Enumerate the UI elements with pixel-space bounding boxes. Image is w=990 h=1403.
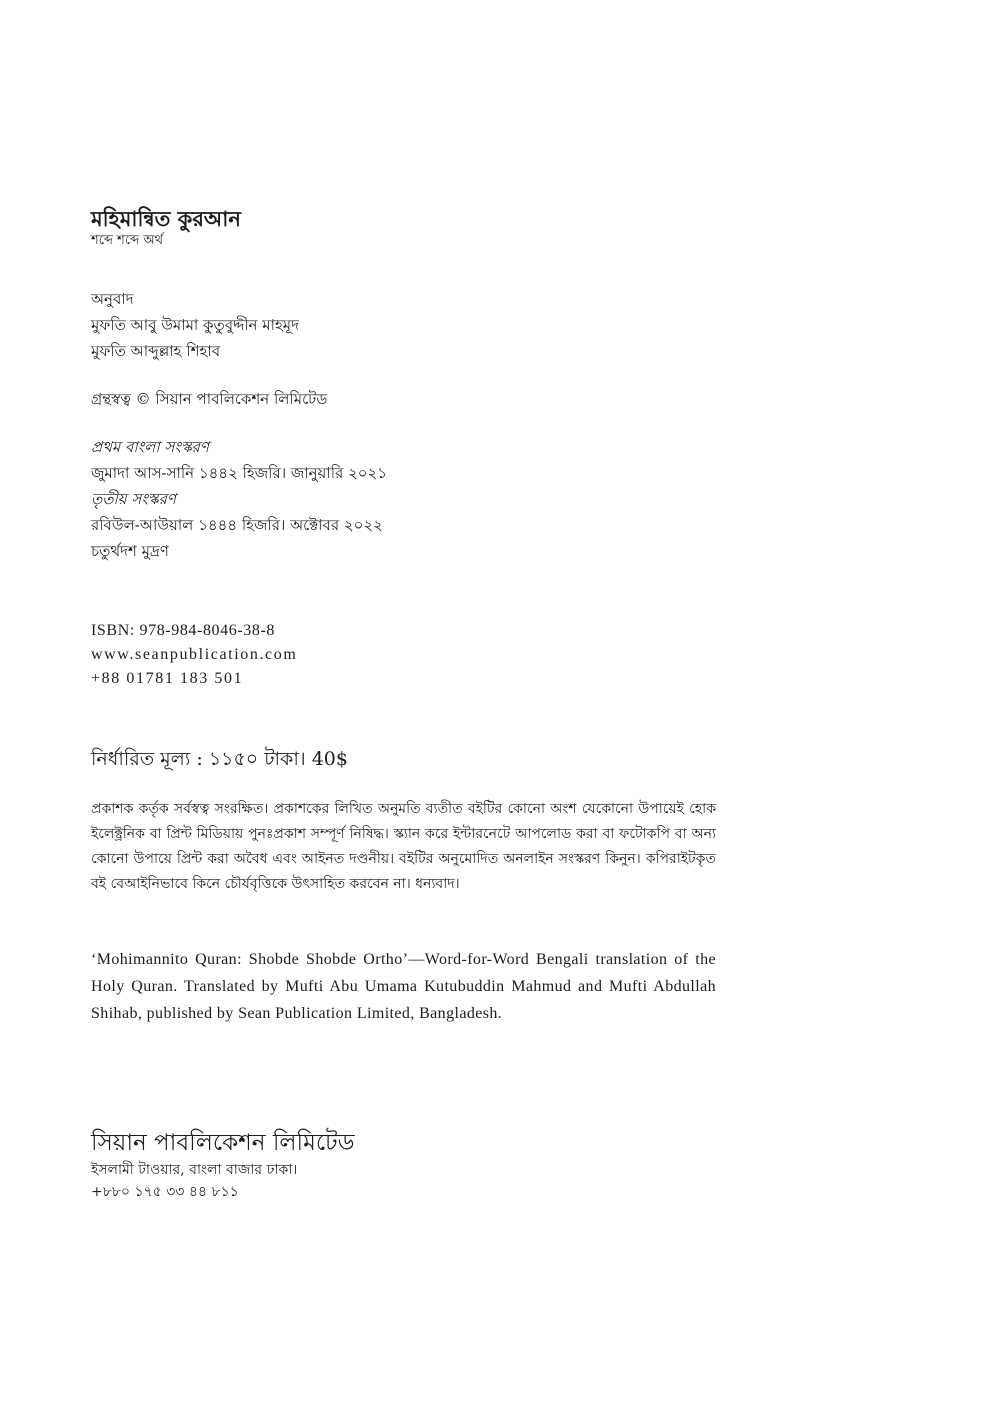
first-edition-date: জুমাদা আস-সানি ১৪৪২ হিজরি। জানুয়ারি ২০২১ <box>91 464 388 482</box>
rights-notice-bangla: প্রকাশক কর্তৃক সর্বস্বত্ব সংরক্ষিত। প্রকাশকের লিখিত অনুমতি ব্যতীত বইটির কোনো অংশ যেকোনো উপায়েই হোক ইলেক্ট্রনিক বা প্রিন্ট মিডিয়ায় পুনঃপ্রকাশ সম্পূর্ণ নিষিদ্ধ। স্ক্যান করে ইন্টারনেটে আপলোড করা বা ফটোকপি বা অন্য কোনো উপায়ে প্রিন্ট করা অবৈধ এবং আইনত দণ্ডনীয়। বইটির অনুমোদিত অনলাইন সংস্করণ কিনুন। কপিরাইটকৃত বই বেআইনিভাবে কিনে চৌর্যবৃত্তিকে উৎসাহিত করবেন না। ধন্যবাদ। <box>91 801 716 892</box>
contact-block <box>91 619 731 691</box>
book-title-block <box>91 206 731 250</box>
book-title: মহিমান্বিত কুরআন <box>91 206 241 231</box>
translation-label: অনুবাদ <box>91 290 134 308</box>
third-edition-date: রবিউল-আউয়াল ১৪৪৪ হিজরি। অক্টোবর ২০২২ <box>91 516 383 534</box>
first-edition-label: প্রথম বাংলা সংস্করণ <box>91 438 209 456</box>
copyright-block <box>91 386 731 412</box>
publisher-phone: +৮৮০ ১৭৫ ৩৩ ৪৪ ৮১১ <box>91 1184 239 1200</box>
printing-note: চতুর্থদশ মুদ্রণ <box>91 542 169 560</box>
copyright-text: গ্রন্থস্বত্ব © সিয়ান পাবলিকেশন লিমিটেড <box>91 390 328 408</box>
english-description: ‘Mohimannito Quran: Shobde Shobde Ortho’—Word-for-Word Bengali translation of the Holy Quran. Translated by Mufti Abu Umama Kutubuddin Mahmud and Mufti Abdullah Shihab, published by Sean Publication Limited, Bangladesh. <box>91 951 716 1022</box>
price: নির্ধারিত মূল্য : ১১৫০ টাকা। 40$ <box>91 748 348 770</box>
isbn: ISBN: 978-984-8046-38-8 <box>91 622 276 639</box>
publisher-name: সিয়ান পাবলিকেশন লিমিটেড <box>91 1130 355 1156</box>
publisher-phone-intl: +88 01781 183 501 <box>91 670 244 687</box>
publisher-block <box>91 1127 731 1203</box>
publisher-address: ইসলামী টাওয়ার, বাংলা বাজার ঢাকা। <box>91 1162 298 1178</box>
rights-notice-block <box>91 797 731 897</box>
book-subtitle: শব্দে শব্দে অর্থ <box>91 233 164 248</box>
translation-block <box>91 286 731 364</box>
website: www.seanpublication.com <box>91 646 298 663</box>
third-edition-label: তৃতীয় সংস্করণ <box>91 490 176 508</box>
editions-block <box>91 434 731 564</box>
translator-name: মুফতি আব্দুল্লাহ শিহাব <box>91 342 221 360</box>
english-description-block <box>91 946 731 1027</box>
price-block <box>91 744 731 774</box>
translator-name: মুফতি আবু উমামা কুতুবুদ্দীন মাহমূদ <box>91 316 300 334</box>
